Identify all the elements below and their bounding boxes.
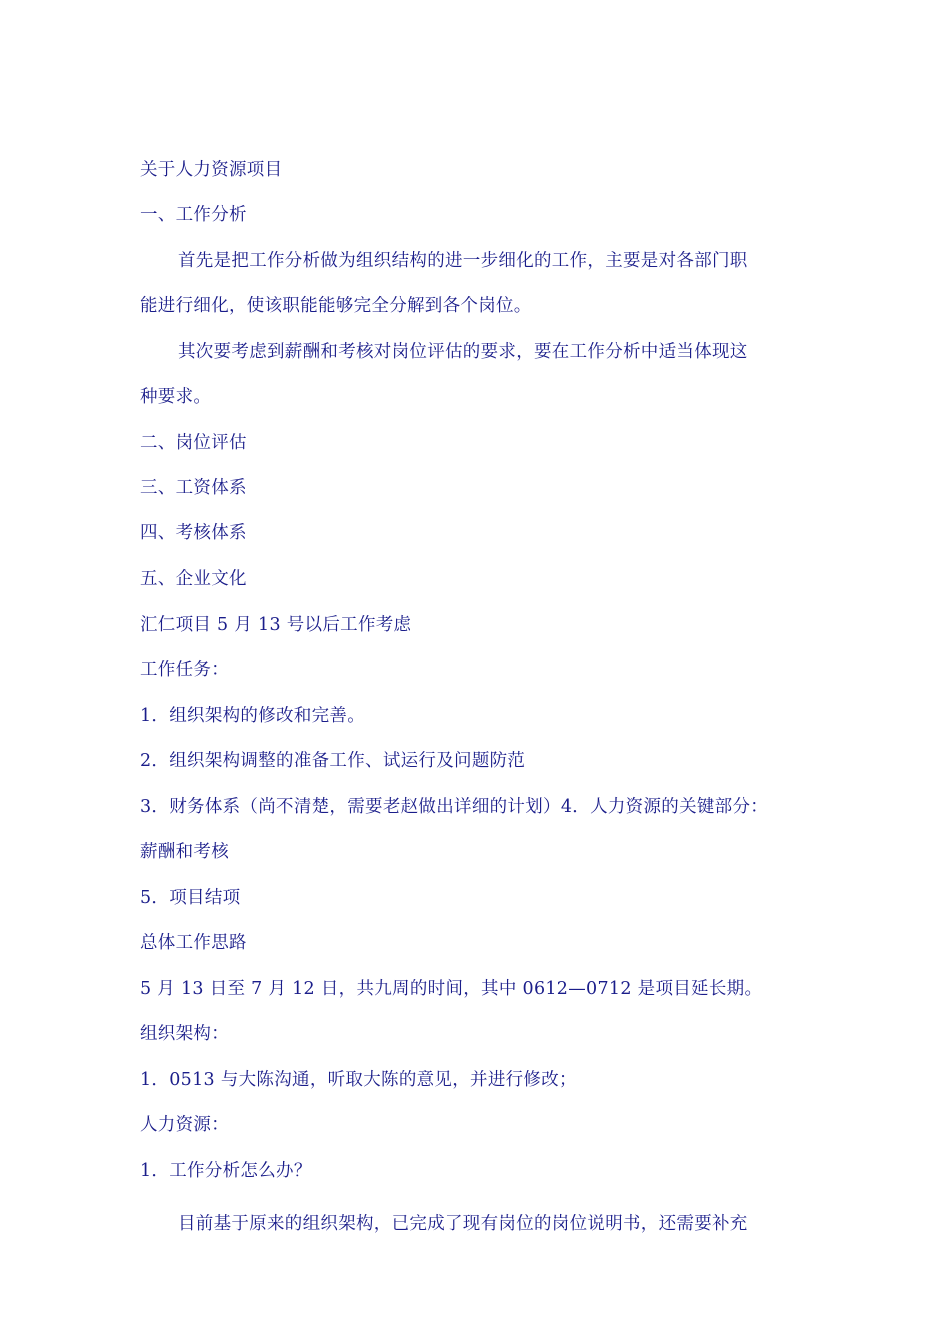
paragraph-line: 目前基于原来的组织架构，已完成了现有岗位的岗位说明书，还需要补充: [178, 1214, 748, 1234]
list-item: 3．财务体系（尚不清楚，需要老赵做出详细的计划）4．人力资源的关键部分：: [140, 797, 769, 817]
subheading-line: 人力资源：: [140, 1115, 229, 1135]
list-item: 薪酬和考核: [140, 842, 229, 862]
list-item: 1．0513 与大陈沟通，听取大陈的意见，并进行修改；: [140, 1070, 577, 1090]
document-title: 关于人力资源项目: [140, 160, 283, 180]
section-heading-corporate-culture: 五、企业文化: [140, 569, 247, 589]
section-heading-assessment-system: 四、考核体系: [140, 523, 247, 543]
section-heading-position-evaluation: 二、岗位评估: [140, 433, 247, 453]
section-heading-salary-system: 三、工资体系: [140, 478, 247, 498]
list-item: 2．组织架构调整的准备工作、试运行及问题防范: [140, 751, 526, 771]
subheading-line: 工作任务：: [140, 660, 229, 680]
paragraph-line: 其次要考虑到薪酬和考核对岗位评估的要求，要在工作分析中适当体现这: [178, 342, 748, 362]
list-item: 1．组织架构的修改和完善。: [140, 706, 366, 726]
section-heading-job-analysis: 一、工作分析: [140, 205, 247, 225]
list-item: 5．项目结项: [140, 888, 241, 908]
paragraph-line: 5 月 13 日至 7 月 12 日，共九周的时间，其中 0612—0712 是项目延长期。: [140, 979, 763, 999]
subheading-line: 总体工作思路: [140, 933, 247, 953]
list-item: 1．工作分析怎么办？: [140, 1161, 312, 1181]
paragraph-line: 能进行细化，使该职能能够完全分解到各个岗位。: [140, 296, 532, 316]
subheading-line: 汇仁项目 5 月 13 号以后工作考虑: [140, 615, 412, 635]
paragraph-line: 首先是把工作分析做为组织结构的进一步细化的工作，主要是对各部门职: [178, 251, 748, 271]
paragraph-line: 种要求。: [140, 387, 212, 407]
subheading-line: 组织架构：: [140, 1024, 229, 1044]
